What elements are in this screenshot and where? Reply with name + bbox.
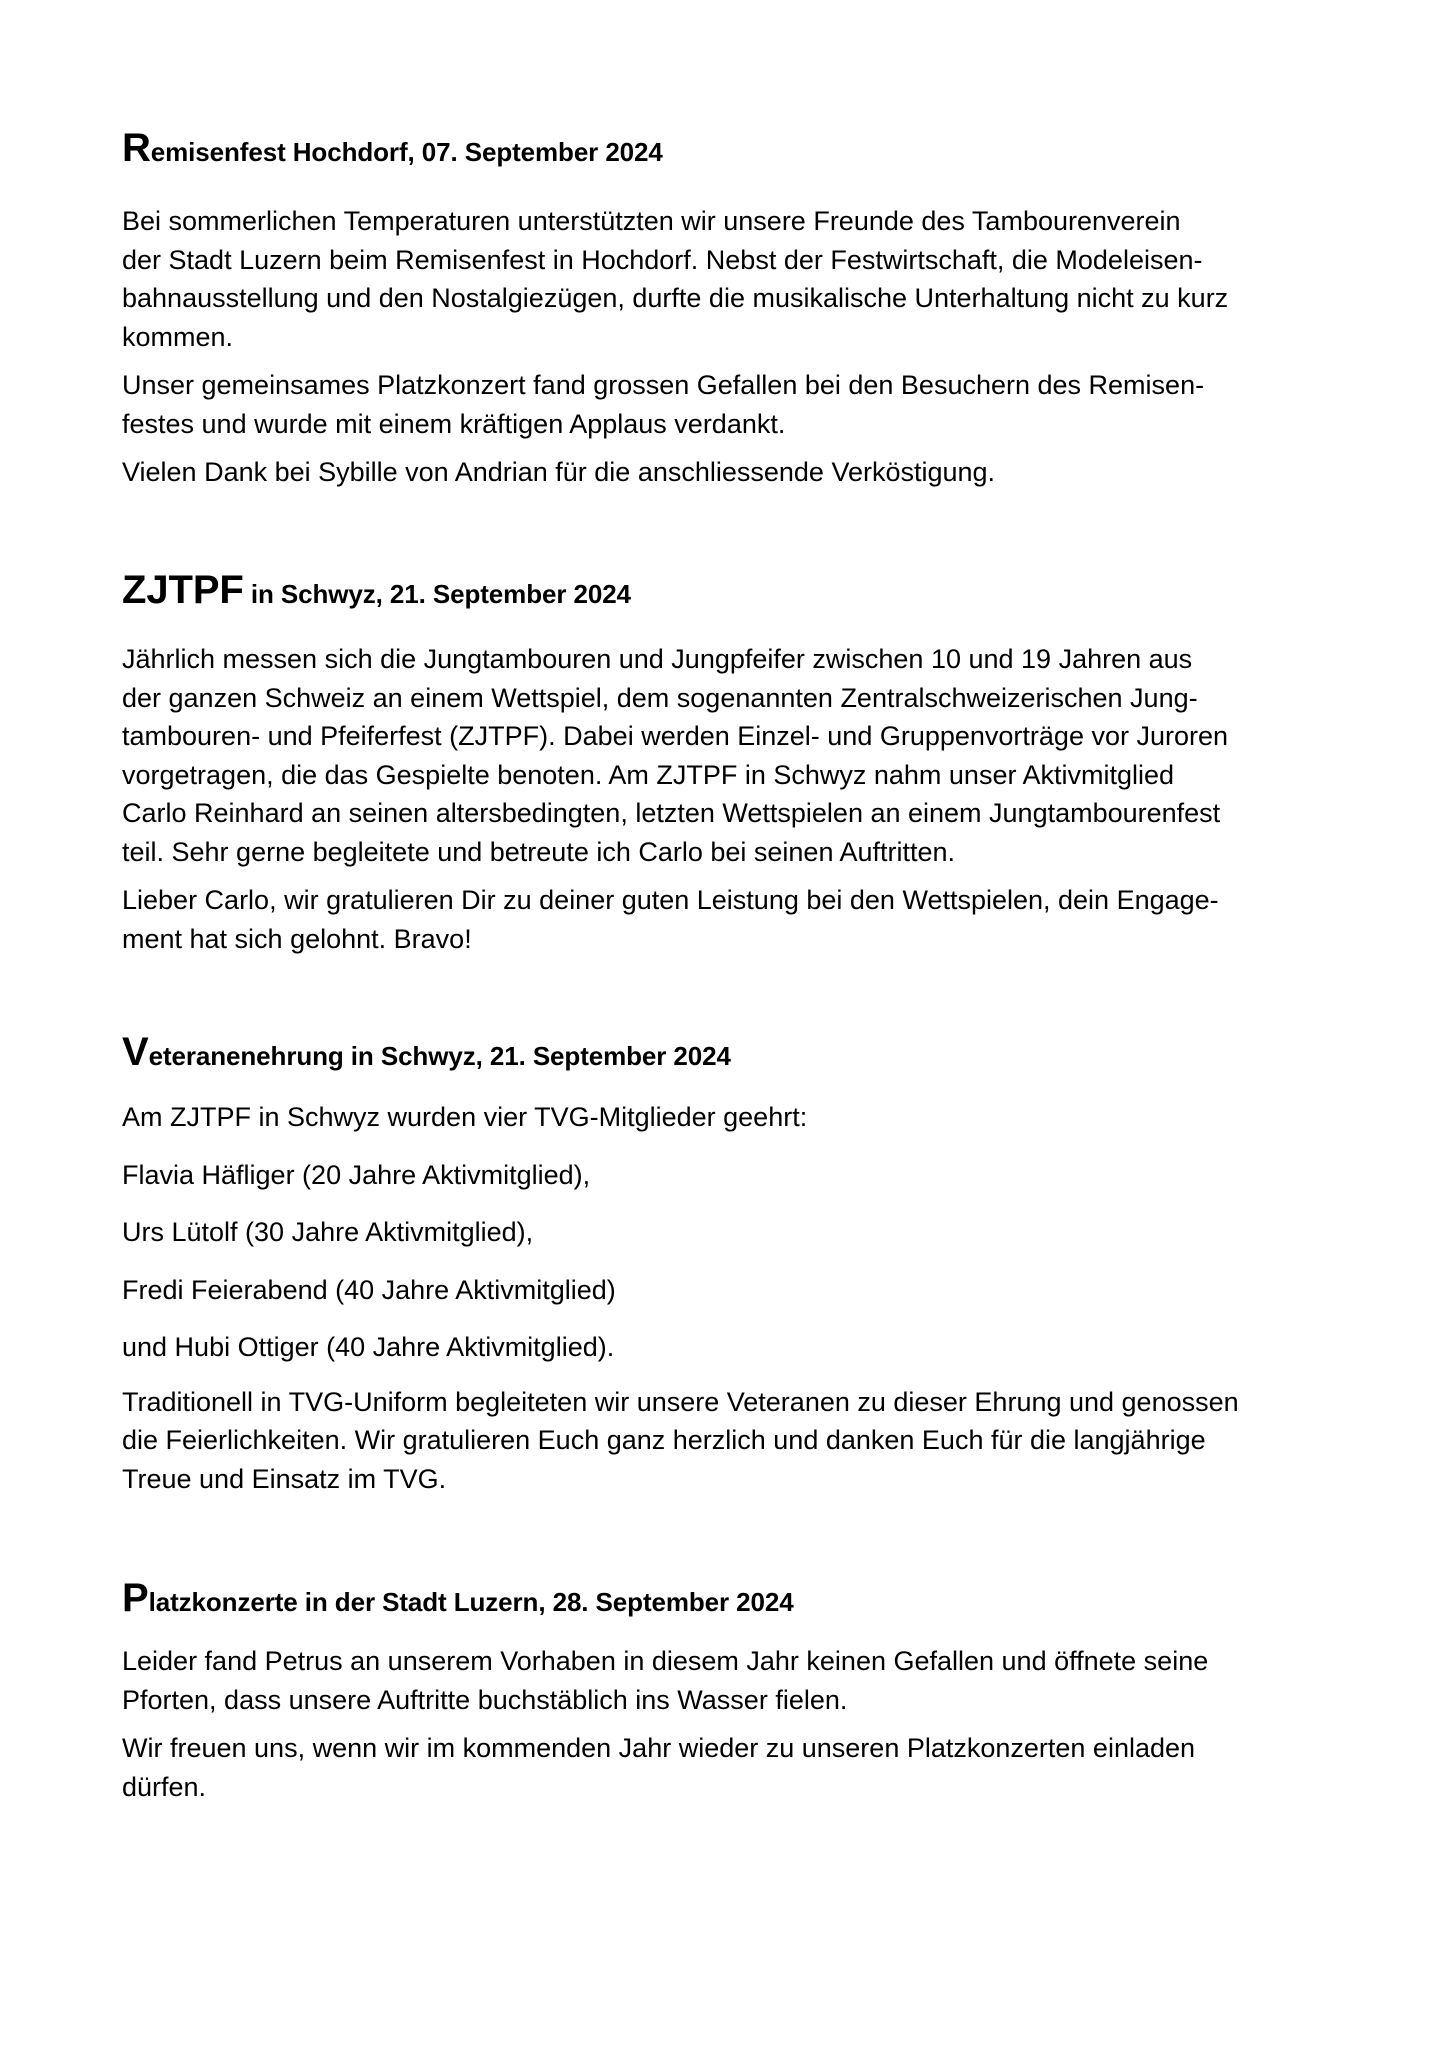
- section-remisenfest: [122, 128, 1342, 492]
- text-line: Traditionell in TVG-Uniform begleiteten wir unsere Veteranen zu dieser Ehrung und genossen: [122, 1386, 1239, 1417]
- honorees-intro: Am ZJTPF in Schwyz wurden vier TVG-Mitglieder geehrt:: [122, 1102, 808, 1132]
- honoree-item: Fredi Feierabend (40 Jahre Aktivmitglied): [122, 1274, 616, 1305]
- paragraph: [122, 640, 1342, 871]
- text-line: Jährlich messen sich die Jungtambouren und Jungpfeifer zwischen 10 und 19 Jahren aus: [122, 644, 1193, 674]
- text-line: Bei sommerlichen Temperaturen unterstützten wir unsere Freunde des Tambourenverein: [122, 206, 1181, 236]
- paragraph: [122, 366, 1342, 443]
- heading-initial: P: [122, 1576, 149, 1620]
- paragraph: [122, 1642, 1342, 1719]
- section-veteranenehrung: [122, 1032, 1342, 1498]
- text-line: dürfen.: [122, 1771, 207, 1802]
- text-line: der ganzen Schweiz an einem Wettspiel, dem sogenannten Zentralschweizerischen Jung-: [122, 682, 1198, 713]
- honoree-item: Urs Lütolf (30 Jahre Aktivmitglied),: [122, 1217, 534, 1247]
- section-zjtpf: [122, 570, 1342, 958]
- section-heading: [122, 1032, 1342, 1076]
- text-line: die Feierlichkeiten. Wir gratulieren Euch ganz herzlich und danken Euch für die langjährige: [122, 1425, 1206, 1455]
- paragraph: [122, 453, 1342, 492]
- text-line: festes und wurde mit einem kräftigen Applaus verdankt.: [122, 408, 786, 439]
- honoree-item: und Hubi Ottiger (40 Jahre Aktivmitglied).: [122, 1332, 615, 1362]
- section-heading: [122, 128, 1342, 172]
- text-line: teil. Sehr gerne begleitete und betreute ich Carlo bei seinen Auftritten.: [122, 836, 956, 867]
- text-line: Unser gemeinsames Platzkonzert fand grossen Gefallen bei den Besuchern des Remisen-: [122, 370, 1205, 400]
- text-line: der Stadt Luzern beim Remisenfest in Hochdorf. Nebst der Festwirtschaft, die Modeleisen-: [122, 244, 1203, 275]
- text-line: tambouren- und Pfeiferfest (ZJTPF). Dabei werden Einzel- und Gruppenvorträge vor Juroren: [122, 721, 1229, 751]
- text-line: Wir freuen uns, wenn wir im kommenden Jahr wieder zu unseren Platzkonzerten einladen: [122, 1733, 1196, 1763]
- paragraph: [122, 881, 1342, 958]
- text-line: ment hat sich gelohnt. Bravo!: [122, 923, 472, 954]
- text-line: Treue und Einsatz im TVG.: [122, 1463, 447, 1494]
- heading-text: eteranenehrung in Schwyz, 21. September 2024: [148, 1041, 731, 1071]
- heading-initial: V: [122, 1030, 149, 1074]
- text-line: kommen.: [122, 321, 234, 352]
- text-line: bahnausstellung und den Nostalgiezügen, durfte die musikalische Unterhaltung nicht zu kurz: [122, 283, 1229, 313]
- text-line: Pforten, dass unsere Auftritte buchstäblich ins Wasser fielen.: [122, 1684, 848, 1715]
- honoree-item: Flavia Häfliger (20 Jahre Aktivmitglied),: [122, 1159, 591, 1190]
- text-line: Lieber Carlo, wir gratulieren Dir zu deiner guten Leistung bei den Wettspielen, dein Engage-: [122, 885, 1219, 915]
- heading-text: in Schwyz, 21. September 2024: [243, 579, 631, 609]
- text-line: vorgetragen, die das Gespielte benoten. Am ZJTPF in Schwyz nahm unser Aktivmitglied: [122, 759, 1175, 790]
- section-heading: [122, 1578, 1342, 1622]
- heading-initial: R: [122, 126, 151, 170]
- section-heading: [122, 570, 1342, 614]
- heading-text: latzkonzerte in der Stadt Luzern, 28. September 2024: [148, 1587, 794, 1617]
- heading-lead-word: ZJTPF: [122, 568, 244, 612]
- text-line: Vielen Dank bei Sybille von Andrian für die anschliessende Verköstigung.: [122, 457, 996, 487]
- text-line: Carlo Reinhard an seinen altersbedingten, letzten Wettspielen an einem Jungtambourenfest: [122, 798, 1221, 828]
- text-line: Leider fand Petrus an unserem Vorhaben in diesem Jahr keinen Gefallen und öffnete seine: [122, 1646, 1209, 1676]
- paragraph: [122, 202, 1342, 356]
- heading-text: emisenfest Hochdorf, 07. September 2024: [150, 137, 663, 167]
- paragraph: [122, 1729, 1342, 1806]
- paragraph: [122, 1383, 1342, 1499]
- section-platzkonzerte: [122, 1578, 1342, 1806]
